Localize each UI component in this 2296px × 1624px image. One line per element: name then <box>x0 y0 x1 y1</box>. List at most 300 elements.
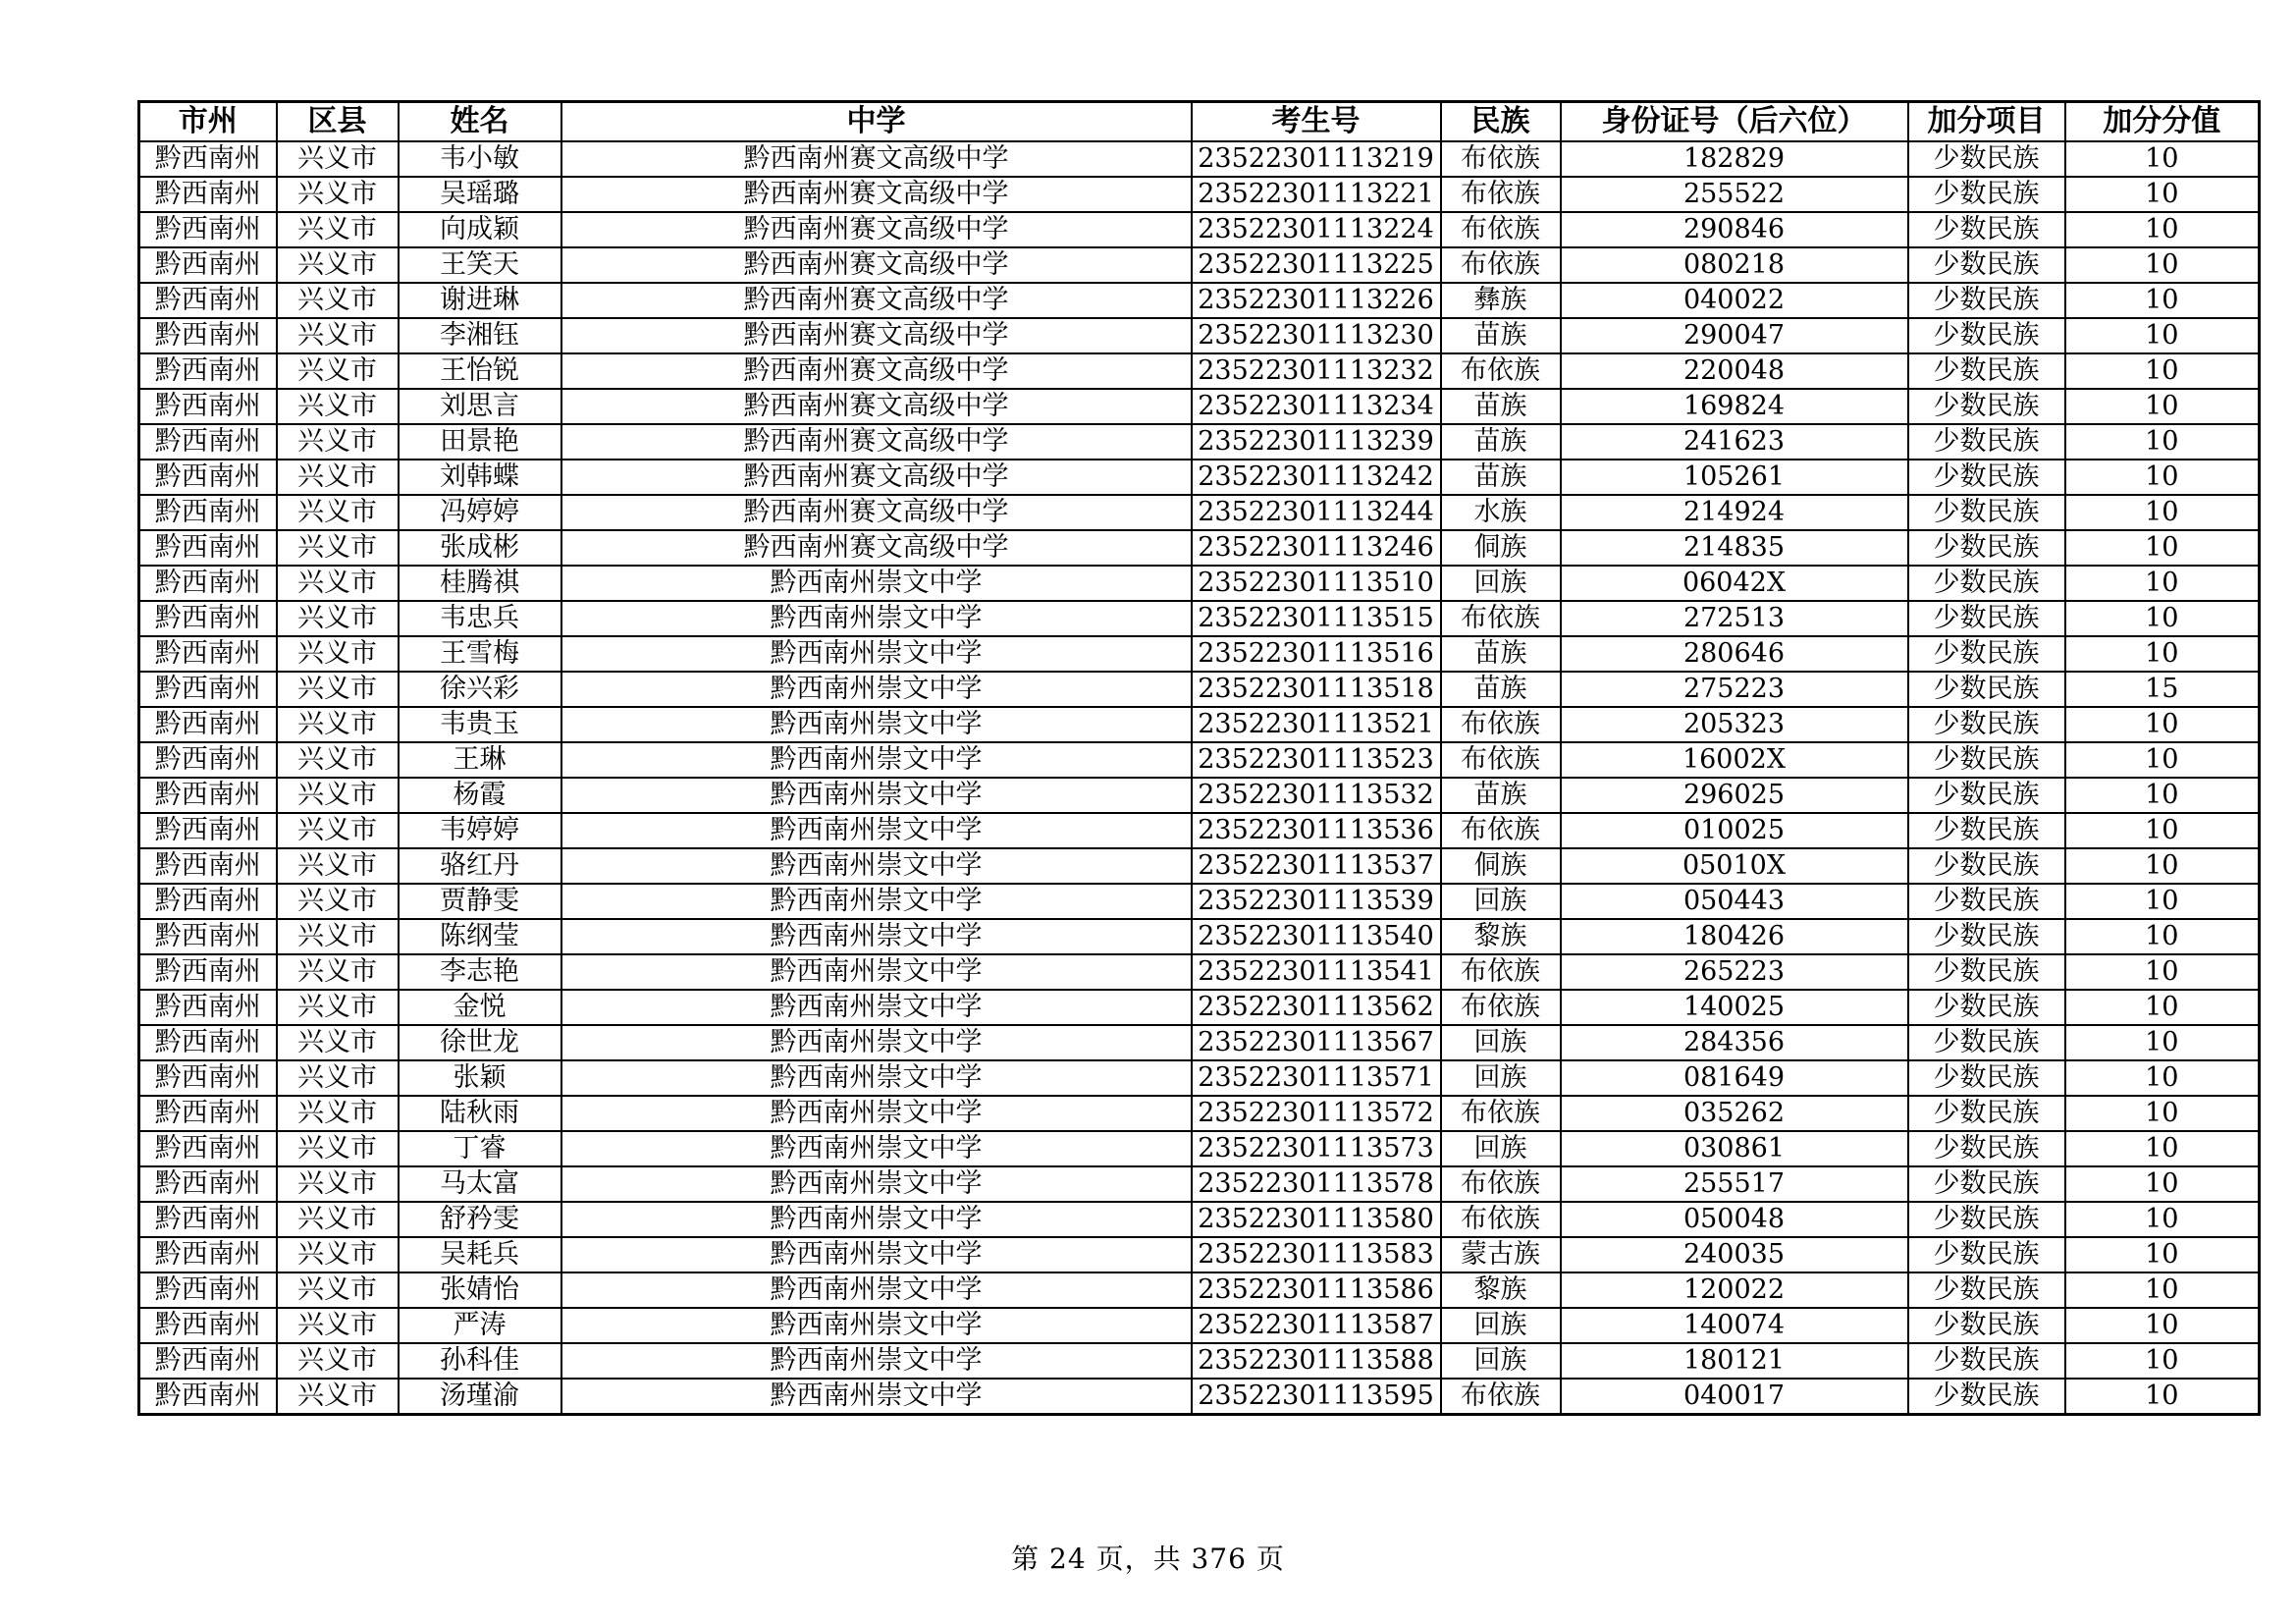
cell-id-last-six: 275223 <box>1561 672 1908 707</box>
cell-county: 兴义市 <box>277 1096 399 1131</box>
cell-name: 王琳 <box>399 742 561 778</box>
cell-city: 黔西南州 <box>139 1343 277 1379</box>
cell-county: 兴义市 <box>277 707 399 742</box>
cell-ethnicity: 黎族 <box>1441 919 1561 954</box>
cell-name: 吴瑶璐 <box>399 177 561 212</box>
cell-id-last-six: 205323 <box>1561 707 1908 742</box>
cell-ethnicity: 苗族 <box>1441 636 1561 672</box>
table-row <box>139 884 2260 919</box>
cell-school: 黔西南州赛文高级中学 <box>561 141 1192 177</box>
cell-city: 黔西南州 <box>139 424 277 460</box>
cell-id-last-six: 180121 <box>1561 1343 1908 1379</box>
cell-county: 兴义市 <box>277 778 399 813</box>
cell-bonus-value: 10 <box>2065 566 2260 601</box>
cell-county: 兴义市 <box>277 1060 399 1096</box>
cell-county: 兴义市 <box>277 813 399 848</box>
cell-exam-number: 23522301113573 <box>1192 1131 1441 1166</box>
cell-id-last-six: 272513 <box>1561 601 1908 636</box>
cell-name: 李志艳 <box>399 954 561 990</box>
table-row <box>139 1131 2260 1166</box>
cell-city: 黔西南州 <box>139 919 277 954</box>
cell-bonus-item: 少数民族 <box>1908 1379 2065 1415</box>
cell-bonus-item: 少数民族 <box>1908 177 2065 212</box>
header-id-last-six: 身份证号（后六位） <box>1561 102 1908 142</box>
page-footer: 第 24 页，共 376 页 <box>1011 1543 1285 1575</box>
cell-ethnicity: 布依族 <box>1441 813 1561 848</box>
cell-ethnicity: 回族 <box>1441 1025 1561 1060</box>
table-row <box>139 353 2260 389</box>
table-row <box>139 1343 2260 1379</box>
cell-city: 黔西南州 <box>139 530 277 566</box>
cell-exam-number: 23522301113226 <box>1192 283 1441 318</box>
table-row <box>139 919 2260 954</box>
cell-county: 兴义市 <box>277 212 399 247</box>
cell-ethnicity: 回族 <box>1441 566 1561 601</box>
cell-exam-number: 23522301113532 <box>1192 778 1441 813</box>
cell-name: 丁睿 <box>399 1131 561 1166</box>
header-name: 姓名 <box>399 102 561 142</box>
table-row <box>139 954 2260 990</box>
cell-county: 兴义市 <box>277 247 399 283</box>
cell-school: 黔西南州赛文高级中学 <box>561 424 1192 460</box>
cell-ethnicity: 布依族 <box>1441 601 1561 636</box>
cell-school: 黔西南州赛文高级中学 <box>561 247 1192 283</box>
cell-ethnicity: 回族 <box>1441 1060 1561 1096</box>
cell-school: 黔西南州崇文中学 <box>561 848 1192 884</box>
cell-exam-number: 23522301113572 <box>1192 1096 1441 1131</box>
cell-county: 兴义市 <box>277 141 399 177</box>
cell-city: 黔西南州 <box>139 566 277 601</box>
cell-county: 兴义市 <box>277 1202 399 1237</box>
cell-city: 黔西南州 <box>139 1308 277 1343</box>
table-body <box>139 141 2260 1415</box>
cell-city: 黔西南州 <box>139 1379 277 1415</box>
cell-exam-number: 23522301113540 <box>1192 919 1441 954</box>
cell-name: 韦贵玉 <box>399 707 561 742</box>
cell-city: 黔西南州 <box>139 141 277 177</box>
header-bonus-value: 加分分值 <box>2065 102 2260 142</box>
cell-school: 黔西南州崇文中学 <box>561 813 1192 848</box>
cell-county: 兴义市 <box>277 495 399 530</box>
cell-county: 兴义市 <box>277 742 399 778</box>
cell-name: 韦忠兵 <box>399 601 561 636</box>
cell-school: 黔西南州赛文高级中学 <box>561 283 1192 318</box>
cell-ethnicity: 苗族 <box>1441 460 1561 495</box>
table-row <box>139 1060 2260 1096</box>
bonus-points-table <box>137 100 2261 1416</box>
cell-bonus-item: 少数民族 <box>1908 389 2065 424</box>
cell-bonus-item: 少数民族 <box>1908 353 2065 389</box>
cell-bonus-value: 10 <box>2065 742 2260 778</box>
cell-name: 舒矜雯 <box>399 1202 561 1237</box>
table-row <box>139 1166 2260 1202</box>
cell-school: 黔西南州崇文中学 <box>561 1202 1192 1237</box>
table-row <box>139 495 2260 530</box>
cell-county: 兴义市 <box>277 1272 399 1308</box>
table-row <box>139 813 2260 848</box>
cell-school: 黔西南州赛文高级中学 <box>561 460 1192 495</box>
cell-id-last-six: 265223 <box>1561 954 1908 990</box>
cell-school: 黔西南州赛文高级中学 <box>561 353 1192 389</box>
cell-school: 黔西南州崇文中学 <box>561 601 1192 636</box>
cell-exam-number: 23522301113510 <box>1192 566 1441 601</box>
cell-bonus-item: 少数民族 <box>1908 1131 2065 1166</box>
cell-ethnicity: 苗族 <box>1441 778 1561 813</box>
cell-id-last-six: 290047 <box>1561 318 1908 353</box>
cell-id-last-six: 214924 <box>1561 495 1908 530</box>
cell-bonus-value: 10 <box>2065 460 2260 495</box>
cell-exam-number: 23522301113562 <box>1192 990 1441 1025</box>
cell-bonus-value: 10 <box>2065 1379 2260 1415</box>
cell-name: 吴耗兵 <box>399 1237 561 1272</box>
cell-exam-number: 23522301113232 <box>1192 353 1441 389</box>
cell-ethnicity: 布依族 <box>1441 990 1561 1025</box>
cell-city: 黔西南州 <box>139 318 277 353</box>
cell-bonus-value: 10 <box>2065 884 2260 919</box>
cell-id-last-six: 169824 <box>1561 389 1908 424</box>
cell-id-last-six: 214835 <box>1561 530 1908 566</box>
cell-exam-number: 23522301113239 <box>1192 424 1441 460</box>
cell-county: 兴义市 <box>277 424 399 460</box>
table-row <box>139 318 2260 353</box>
cell-ethnicity: 苗族 <box>1441 389 1561 424</box>
cell-id-last-six: 080218 <box>1561 247 1908 283</box>
cell-county: 兴义市 <box>277 1308 399 1343</box>
cell-name: 韦婷婷 <box>399 813 561 848</box>
cell-bonus-value: 10 <box>2065 1343 2260 1379</box>
cell-school: 黔西南州崇文中学 <box>561 954 1192 990</box>
cell-bonus-item: 少数民族 <box>1908 848 2065 884</box>
cell-bonus-value: 10 <box>2065 1166 2260 1202</box>
cell-name: 冯婷婷 <box>399 495 561 530</box>
cell-exam-number: 23522301113537 <box>1192 848 1441 884</box>
cell-county: 兴义市 <box>277 530 399 566</box>
cell-county: 兴义市 <box>277 318 399 353</box>
header-exam-number: 考生号 <box>1192 102 1441 142</box>
cell-city: 黔西南州 <box>139 1025 277 1060</box>
cell-bonus-item: 少数民族 <box>1908 1166 2065 1202</box>
cell-bonus-item: 少数民族 <box>1908 884 2065 919</box>
cell-city: 黔西南州 <box>139 601 277 636</box>
cell-bonus-value: 10 <box>2065 530 2260 566</box>
table-row <box>139 1237 2260 1272</box>
header-ethnicity: 民族 <box>1441 102 1561 142</box>
table-row <box>139 141 2260 177</box>
cell-city: 黔西南州 <box>139 177 277 212</box>
cell-school: 黔西南州赛文高级中学 <box>561 177 1192 212</box>
cell-name: 严涛 <box>399 1308 561 1343</box>
cell-id-last-six: 240035 <box>1561 1237 1908 1272</box>
cell-county: 兴义市 <box>277 1379 399 1415</box>
cell-bonus-value: 10 <box>2065 601 2260 636</box>
cell-exam-number: 23522301113595 <box>1192 1379 1441 1415</box>
table-row <box>139 848 2260 884</box>
cell-bonus-item: 少数民族 <box>1908 1343 2065 1379</box>
cell-city: 黔西南州 <box>139 389 277 424</box>
cell-bonus-value: 10 <box>2065 919 2260 954</box>
cell-exam-number: 23522301113521 <box>1192 707 1441 742</box>
cell-bonus-value: 10 <box>2065 247 2260 283</box>
cell-school: 黔西南州崇文中学 <box>561 1025 1192 1060</box>
cell-school: 黔西南州崇文中学 <box>561 636 1192 672</box>
cell-bonus-value: 10 <box>2065 1308 2260 1343</box>
table-row <box>139 1379 2260 1415</box>
cell-name: 向成颖 <box>399 212 561 247</box>
cell-name: 杨霞 <box>399 778 561 813</box>
cell-city: 黔西南州 <box>139 742 277 778</box>
cell-name: 张婧怡 <box>399 1272 561 1308</box>
cell-ethnicity: 布依族 <box>1441 177 1561 212</box>
cell-ethnicity: 布依族 <box>1441 1202 1561 1237</box>
cell-city: 黔西南州 <box>139 1272 277 1308</box>
cell-bonus-value: 10 <box>2065 1131 2260 1166</box>
cell-id-last-six: 040022 <box>1561 283 1908 318</box>
cell-ethnicity: 布依族 <box>1441 1096 1561 1131</box>
header-school: 中学 <box>561 102 1192 142</box>
cell-city: 黔西南州 <box>139 636 277 672</box>
cell-bonus-item: 少数民族 <box>1908 1025 2065 1060</box>
cell-school: 黔西南州崇文中学 <box>561 1237 1192 1272</box>
cell-school: 黔西南州崇文中学 <box>561 990 1192 1025</box>
cell-exam-number: 23522301113518 <box>1192 672 1441 707</box>
cell-bonus-item: 少数民族 <box>1908 1308 2065 1343</box>
cell-id-last-six: 035262 <box>1561 1096 1908 1131</box>
cell-bonus-value: 10 <box>2065 1096 2260 1131</box>
cell-school: 黔西南州赛文高级中学 <box>561 318 1192 353</box>
cell-name: 贾静雯 <box>399 884 561 919</box>
cell-county: 兴义市 <box>277 954 399 990</box>
table-header-row <box>139 102 2260 142</box>
cell-bonus-item: 少数民族 <box>1908 813 2065 848</box>
table-row <box>139 742 2260 778</box>
cell-name: 汤瑾渝 <box>399 1379 561 1415</box>
cell-school: 黔西南州崇文中学 <box>561 1343 1192 1379</box>
cell-name: 韦小敏 <box>399 141 561 177</box>
cell-county: 兴义市 <box>277 1237 399 1272</box>
cell-id-last-six: 182829 <box>1561 141 1908 177</box>
header-bonus-item: 加分项目 <box>1908 102 2065 142</box>
cell-name: 徐兴彩 <box>399 672 561 707</box>
cell-county: 兴义市 <box>277 177 399 212</box>
cell-exam-number: 23522301113588 <box>1192 1343 1441 1379</box>
table-row <box>139 283 2260 318</box>
cell-id-last-six: 140074 <box>1561 1308 1908 1343</box>
cell-bonus-item: 少数民族 <box>1908 954 2065 990</box>
cell-name: 金悦 <box>399 990 561 1025</box>
cell-exam-number: 23522301113219 <box>1192 141 1441 177</box>
cell-bonus-item: 少数民族 <box>1908 566 2065 601</box>
cell-id-last-six: 296025 <box>1561 778 1908 813</box>
cell-city: 黔西南州 <box>139 353 277 389</box>
cell-id-last-six: 06042X <box>1561 566 1908 601</box>
cell-bonus-value: 10 <box>2065 1060 2260 1096</box>
cell-ethnicity: 布依族 <box>1441 1166 1561 1202</box>
cell-city: 黔西南州 <box>139 1166 277 1202</box>
cell-county: 兴义市 <box>277 919 399 954</box>
cell-exam-number: 23522301113234 <box>1192 389 1441 424</box>
cell-name: 桂腾祺 <box>399 566 561 601</box>
cell-bonus-value: 10 <box>2065 707 2260 742</box>
cell-bonus-value: 10 <box>2065 389 2260 424</box>
cell-name: 王雪梅 <box>399 636 561 672</box>
cell-name: 王怡锐 <box>399 353 561 389</box>
cell-name: 刘思言 <box>399 389 561 424</box>
cell-school: 黔西南州崇文中学 <box>561 707 1192 742</box>
cell-id-last-six: 105261 <box>1561 460 1908 495</box>
cell-city: 黔西南州 <box>139 1131 277 1166</box>
cell-bonus-item: 少数民族 <box>1908 1060 2065 1096</box>
table-row <box>139 530 2260 566</box>
cell-bonus-item: 少数民族 <box>1908 495 2065 530</box>
cell-ethnicity: 布依族 <box>1441 212 1561 247</box>
cell-id-last-six: 05010X <box>1561 848 1908 884</box>
cell-bonus-item: 少数民族 <box>1908 1202 2065 1237</box>
cell-bonus-item: 少数民族 <box>1908 247 2065 283</box>
cell-ethnicity: 水族 <box>1441 495 1561 530</box>
cell-county: 兴义市 <box>277 460 399 495</box>
cell-ethnicity: 苗族 <box>1441 318 1561 353</box>
cell-city: 黔西南州 <box>139 1060 277 1096</box>
cell-ethnicity: 苗族 <box>1441 424 1561 460</box>
cell-id-last-six: 140025 <box>1561 990 1908 1025</box>
cell-bonus-item: 少数民族 <box>1908 212 2065 247</box>
cell-bonus-item: 少数民族 <box>1908 601 2065 636</box>
cell-city: 黔西南州 <box>139 283 277 318</box>
cell-city: 黔西南州 <box>139 778 277 813</box>
cell-bonus-value: 10 <box>2065 318 2260 353</box>
cell-city: 黔西南州 <box>139 672 277 707</box>
cell-bonus-value: 10 <box>2065 141 2260 177</box>
cell-county: 兴义市 <box>277 566 399 601</box>
table-row <box>139 212 2260 247</box>
cell-ethnicity: 回族 <box>1441 1131 1561 1166</box>
cell-ethnicity: 苗族 <box>1441 672 1561 707</box>
cell-exam-number: 23522301113587 <box>1192 1308 1441 1343</box>
cell-id-last-six: 241623 <box>1561 424 1908 460</box>
cell-county: 兴义市 <box>277 601 399 636</box>
cell-city: 黔西南州 <box>139 1237 277 1272</box>
cell-id-last-six: 284356 <box>1561 1025 1908 1060</box>
cell-school: 黔西南州崇文中学 <box>561 1308 1192 1343</box>
cell-bonus-value: 15 <box>2065 672 2260 707</box>
cell-id-last-six: 280646 <box>1561 636 1908 672</box>
cell-id-last-six: 050048 <box>1561 1202 1908 1237</box>
cell-bonus-item: 少数民族 <box>1908 990 2065 1025</box>
cell-school: 黔西南州崇文中学 <box>561 1131 1192 1166</box>
cell-name: 陈纲莹 <box>399 919 561 954</box>
cell-ethnicity: 侗族 <box>1441 530 1561 566</box>
cell-ethnicity: 布依族 <box>1441 353 1561 389</box>
cell-exam-number: 23522301113523 <box>1192 742 1441 778</box>
cell-name: 李湘钰 <box>399 318 561 353</box>
cell-id-last-six: 220048 <box>1561 353 1908 389</box>
table-row <box>139 177 2260 212</box>
cell-school: 黔西南州赛文高级中学 <box>561 389 1192 424</box>
cell-school: 黔西南州崇文中学 <box>561 566 1192 601</box>
cell-exam-number: 23522301113221 <box>1192 177 1441 212</box>
cell-name: 陆秋雨 <box>399 1096 561 1131</box>
cell-school: 黔西南州赛文高级中学 <box>561 212 1192 247</box>
cell-county: 兴义市 <box>277 353 399 389</box>
cell-exam-number: 23522301113230 <box>1192 318 1441 353</box>
cell-ethnicity: 蒙古族 <box>1441 1237 1561 1272</box>
cell-bonus-value: 10 <box>2065 1202 2260 1237</box>
cell-school: 黔西南州赛文高级中学 <box>561 530 1192 566</box>
table-row <box>139 1308 2260 1343</box>
cell-county: 兴义市 <box>277 884 399 919</box>
cell-school: 黔西南州崇文中学 <box>561 919 1192 954</box>
cell-ethnicity: 回族 <box>1441 1343 1561 1379</box>
table-row <box>139 636 2260 672</box>
cell-city: 黔西南州 <box>139 1202 277 1237</box>
cell-exam-number: 23522301113567 <box>1192 1025 1441 1060</box>
cell-id-last-six: 050443 <box>1561 884 1908 919</box>
table-row <box>139 460 2260 495</box>
cell-bonus-value: 10 <box>2065 954 2260 990</box>
cell-bonus-item: 少数民族 <box>1908 742 2065 778</box>
cell-school: 黔西南州崇文中学 <box>561 672 1192 707</box>
cell-bonus-value: 10 <box>2065 813 2260 848</box>
cell-bonus-value: 10 <box>2065 848 2260 884</box>
cell-school: 黔西南州崇文中学 <box>561 778 1192 813</box>
cell-city: 黔西南州 <box>139 884 277 919</box>
cell-bonus-item: 少数民族 <box>1908 424 2065 460</box>
cell-city: 黔西南州 <box>139 707 277 742</box>
cell-ethnicity: 布依族 <box>1441 247 1561 283</box>
cell-city: 黔西南州 <box>139 460 277 495</box>
cell-id-last-six: 120022 <box>1561 1272 1908 1308</box>
cell-ethnicity: 布依族 <box>1441 1379 1561 1415</box>
cell-exam-number: 23522301113586 <box>1192 1272 1441 1308</box>
cell-exam-number: 23522301113246 <box>1192 530 1441 566</box>
cell-name: 张成彬 <box>399 530 561 566</box>
cell-name: 马太富 <box>399 1166 561 1202</box>
cell-name: 王笑天 <box>399 247 561 283</box>
cell-exam-number: 23522301113224 <box>1192 212 1441 247</box>
cell-school: 黔西南州赛文高级中学 <box>561 495 1192 530</box>
cell-exam-number: 23522301113244 <box>1192 495 1441 530</box>
cell-school: 黔西南州崇文中学 <box>561 1166 1192 1202</box>
cell-school: 黔西南州崇文中学 <box>561 1272 1192 1308</box>
cell-city: 黔西南州 <box>139 990 277 1025</box>
cell-county: 兴义市 <box>277 1343 399 1379</box>
cell-exam-number: 23522301113515 <box>1192 601 1441 636</box>
cell-ethnicity: 布依族 <box>1441 742 1561 778</box>
cell-id-last-six: 010025 <box>1561 813 1908 848</box>
cell-ethnicity: 布依族 <box>1441 954 1561 990</box>
table-row <box>139 424 2260 460</box>
cell-exam-number: 23522301113242 <box>1192 460 1441 495</box>
cell-city: 黔西南州 <box>139 848 277 884</box>
table-row <box>139 1272 2260 1308</box>
cell-id-last-six: 255517 <box>1561 1166 1908 1202</box>
cell-ethnicity: 回族 <box>1441 884 1561 919</box>
cell-exam-number: 23522301113583 <box>1192 1237 1441 1272</box>
cell-bonus-value: 10 <box>2065 424 2260 460</box>
cell-bonus-value: 10 <box>2065 1237 2260 1272</box>
cell-name: 张颖 <box>399 1060 561 1096</box>
cell-county: 兴义市 <box>277 848 399 884</box>
cell-county: 兴义市 <box>277 1166 399 1202</box>
cell-bonus-value: 10 <box>2065 177 2260 212</box>
cell-bonus-value: 10 <box>2065 495 2260 530</box>
cell-city: 黔西南州 <box>139 954 277 990</box>
table-row <box>139 1025 2260 1060</box>
cell-exam-number: 23522301113580 <box>1192 1202 1441 1237</box>
cell-county: 兴义市 <box>277 1131 399 1166</box>
cell-school: 黔西南州崇文中学 <box>561 1060 1192 1096</box>
cell-id-last-six: 040017 <box>1561 1379 1908 1415</box>
